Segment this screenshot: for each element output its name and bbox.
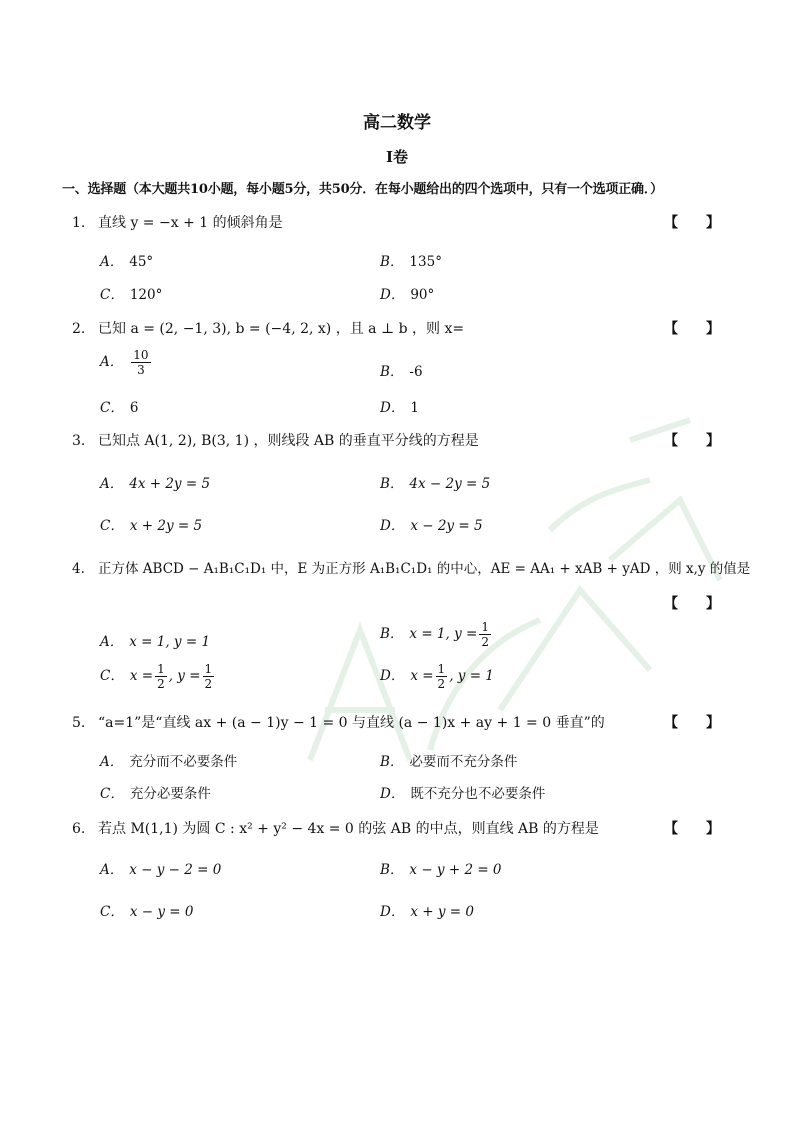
option-c[interactable] xyxy=(100,514,202,534)
option-b[interactable] xyxy=(380,620,493,649)
option-text: x = xyxy=(129,668,154,684)
fraction-denominator: 2 xyxy=(157,677,165,691)
question-1 xyxy=(72,212,732,232)
option-text: x − y = 0 xyxy=(129,904,194,920)
fraction xyxy=(131,348,150,377)
question-number: 3. xyxy=(72,433,86,449)
option-text: 充分而不必要条件 xyxy=(129,754,238,770)
answer-bracket: 【 】 xyxy=(664,596,720,612)
fraction-denominator: 3 xyxy=(137,363,145,377)
question-number: 2. xyxy=(72,321,86,337)
option-label: C． xyxy=(100,786,124,802)
option-text: x − y + 2 = 0 xyxy=(409,862,502,878)
option-label: D． xyxy=(380,518,405,534)
option-d[interactable] xyxy=(380,396,419,416)
option-label: C． xyxy=(100,668,124,684)
option-d[interactable] xyxy=(380,662,494,691)
option-label: D． xyxy=(380,400,405,416)
question-text: 若点 M(1,1) 为圆 C : x² + y² − 4x = 0 的弦 AB 的中点，则直线 AB 的方程是 xyxy=(98,821,599,837)
option-text: x + 2y = 5 xyxy=(129,518,203,534)
option-label: A． xyxy=(100,354,124,370)
option-d[interactable] xyxy=(380,283,434,303)
option-b[interactable] xyxy=(380,360,423,380)
fraction xyxy=(203,662,215,691)
question-6 xyxy=(72,818,732,838)
option-c[interactable] xyxy=(100,396,138,416)
option-c[interactable] xyxy=(100,782,211,802)
option-label: B． xyxy=(380,364,404,380)
option-d[interactable] xyxy=(380,900,474,920)
question-text: 直线 y = −x + 1 的倾斜角是 xyxy=(98,215,283,231)
section-heading: 一、选择题（本大题共10小题，每小题5分，共50分．在每小题给出的四个选项中，只有一个选项正确．） xyxy=(62,182,663,197)
fraction-denominator: 2 xyxy=(204,677,213,691)
option-b[interactable] xyxy=(380,250,442,270)
answer-bracket: 【 】 xyxy=(664,821,720,837)
option-text: 6 xyxy=(129,400,139,416)
option-label: D． xyxy=(380,786,405,802)
option-text: , y = xyxy=(168,668,201,684)
option-label: C． xyxy=(100,518,124,534)
question-text: 正方体 ABCD − A₁B₁C₁D₁ 中，E 为正方形 A₁B₁C₁D₁ 的中心，AE = AA₁ + xAB + yAD ，则 x,y 的值是 xyxy=(98,561,751,577)
question-text: “a=1”是“直线 ax + (a − 1)y − 1 = 0 与直线 (a − 1)x + ay + 1 = 0 垂直”的 xyxy=(98,715,605,731)
option-text: x + y = 0 xyxy=(410,904,474,920)
option-label: A． xyxy=(100,862,124,878)
option-label: B． xyxy=(380,754,404,770)
option-text: 45° xyxy=(129,254,154,270)
option-text: 90° xyxy=(410,287,435,303)
option-text: x = xyxy=(410,668,434,684)
question-number: 6. xyxy=(72,821,86,837)
option-label: A． xyxy=(100,254,124,270)
option-text: 1 xyxy=(410,400,419,416)
option-text: x − y − 2 = 0 xyxy=(129,862,222,878)
option-label: D． xyxy=(380,287,405,303)
option-text: 4x − 2y = 5 xyxy=(409,476,491,492)
option-a[interactable] xyxy=(100,750,237,770)
question-text: 已知点 A(1, 2), B(3, 1) ，则线段 AB 的垂直平分线的方程是 xyxy=(98,433,479,449)
option-label: A． xyxy=(100,754,124,770)
fraction-numerator: 1 xyxy=(481,620,489,634)
option-b[interactable] xyxy=(380,750,517,770)
answer-bracket: 【 】 xyxy=(664,321,720,337)
option-b[interactable] xyxy=(380,858,502,878)
fraction-numerator: 1 xyxy=(157,662,165,676)
fraction-numerator: 1 xyxy=(437,662,446,676)
option-a[interactable] xyxy=(100,472,210,492)
question-2 xyxy=(72,318,732,338)
option-text: x − 2y = 5 xyxy=(410,518,483,534)
fraction xyxy=(155,662,167,691)
option-label: A． xyxy=(100,634,124,650)
option-label: C． xyxy=(100,904,124,920)
fraction-denominator: 2 xyxy=(481,635,489,649)
page-subtitle: I卷 xyxy=(385,148,409,166)
fraction-numerator: 1 xyxy=(204,662,213,676)
option-label: B． xyxy=(380,862,404,878)
option-label: D． xyxy=(380,668,405,684)
option-d[interactable] xyxy=(380,782,545,802)
option-text: , y = 1 xyxy=(449,668,494,684)
fraction-denominator: 2 xyxy=(437,677,446,691)
answer-bracket: 【 】 xyxy=(664,215,720,231)
option-text: 4x + 2y = 5 xyxy=(129,476,211,492)
option-label: D． xyxy=(380,904,405,920)
option-text: 充分必要条件 xyxy=(129,786,211,802)
option-text: x = 1, y = xyxy=(409,626,478,642)
question-text: 已知 a = (2, −1, 3), b = (−4, 2, x) ，且 a ⊥ b ，则 x= xyxy=(98,321,465,337)
option-a[interactable] xyxy=(100,858,221,878)
option-label: B． xyxy=(380,254,404,270)
question-number: 4. xyxy=(72,561,85,577)
fraction xyxy=(436,662,448,691)
option-c[interactable] xyxy=(100,662,216,691)
fraction-numerator: 10 xyxy=(133,348,149,362)
option-text: x = 1, y = 1 xyxy=(129,634,211,650)
page-title: 高二数学 xyxy=(363,113,431,133)
option-text: -6 xyxy=(409,364,423,380)
question-4 xyxy=(72,557,751,577)
option-label: C． xyxy=(100,287,124,303)
option-b[interactable] xyxy=(380,472,490,492)
option-a[interactable] xyxy=(100,630,210,650)
option-c[interactable] xyxy=(100,283,162,303)
option-text: 120° xyxy=(129,287,163,303)
option-text: 必要而不充分条件 xyxy=(409,754,518,770)
answer-bracket: 【 】 xyxy=(664,433,720,449)
option-a[interactable] xyxy=(100,348,153,377)
option-label: B． xyxy=(380,626,404,642)
option-c[interactable] xyxy=(100,900,193,920)
option-text: 既不充分也不必要条件 xyxy=(410,786,546,802)
option-label: A． xyxy=(100,476,124,492)
option-label: B． xyxy=(380,476,404,492)
option-a[interactable] xyxy=(100,250,153,270)
option-d[interactable] xyxy=(380,514,483,534)
option-text: 135° xyxy=(409,254,442,270)
question-number: 1. xyxy=(72,215,86,231)
fraction xyxy=(479,620,491,649)
option-label: C． xyxy=(100,400,124,416)
question-number: 5. xyxy=(72,715,86,731)
answer-bracket: 【 】 xyxy=(664,715,720,731)
question-5 xyxy=(72,712,732,732)
question-3 xyxy=(72,430,732,450)
